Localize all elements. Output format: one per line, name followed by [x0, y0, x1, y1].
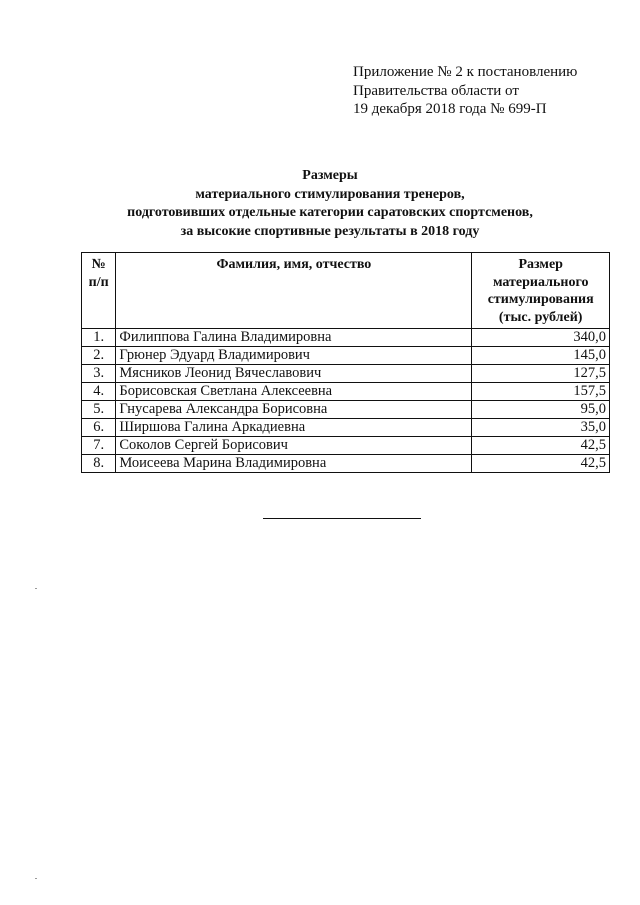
- appendix-line: 19 декабря 2018 года № 699-П: [353, 101, 547, 117]
- table-row: [82, 437, 610, 455]
- table-row: [82, 347, 610, 365]
- header-amount-line: материального: [492, 274, 589, 290]
- table-header-row: [82, 253, 610, 329]
- row-amount: 340,0: [472, 329, 610, 347]
- table-row: [82, 365, 610, 383]
- row-amount: 127,5: [472, 365, 610, 383]
- row-number: 3.: [82, 365, 116, 383]
- row-amount: 42,5: [472, 437, 610, 455]
- header-full-name: Фамилия, имя, отчество: [116, 253, 472, 329]
- row-number: 7.: [82, 437, 116, 455]
- table-row: [82, 383, 610, 401]
- appendix-line: Приложение № 2 к постановлению: [353, 64, 578, 80]
- row-number: 5.: [82, 401, 116, 419]
- row-name: Филиппова Галина Владимировна: [116, 329, 472, 347]
- row-name: Соколов Сергей Борисович: [116, 437, 472, 455]
- row-amount: 95,0: [472, 401, 610, 419]
- row-number: 1.: [82, 329, 116, 347]
- appendix-note: [353, 63, 577, 119]
- row-amount: 145,0: [472, 347, 610, 365]
- row-number: 8.: [82, 455, 116, 473]
- row-number: 4.: [82, 383, 116, 401]
- row-name: Мясников Леонид Вячеславович: [116, 365, 472, 383]
- header-number-line: п/п: [88, 274, 109, 290]
- header-amount-line: (тыс. рублей): [498, 309, 583, 325]
- title-line: Размеры: [302, 168, 358, 183]
- title-line: за высокие спортивные результаты в 2018 году: [180, 223, 480, 239]
- table-row: [82, 419, 610, 437]
- row-number: 6.: [82, 419, 116, 437]
- table-row: [82, 329, 610, 347]
- awards-table: [81, 252, 610, 473]
- table-row: [82, 401, 610, 419]
- row-name: Моисеева Марина Владимировна: [116, 455, 472, 473]
- document-title: [80, 167, 580, 241]
- row-name: Грюнер Эдуард Владимирович: [116, 347, 472, 365]
- header-number-line: №: [91, 257, 106, 272]
- scan-speck: [35, 878, 37, 879]
- header-amount-line: Размер: [518, 257, 563, 272]
- row-name: Борисовская Светлана Алексеевна: [116, 383, 472, 401]
- table-row: [82, 455, 610, 473]
- appendix-line: Правительства области от: [353, 82, 519, 99]
- header-amount-line: стимулирования: [487, 292, 594, 307]
- row-name: Ширшова Галина Аркадиевна: [116, 419, 472, 437]
- header-amount: [472, 253, 610, 329]
- title-line: подготовивших отдельные категории саратовских спортсменов,: [127, 205, 533, 220]
- row-number: 2.: [82, 347, 116, 365]
- row-amount: 157,5: [472, 383, 610, 401]
- scan-speck: [35, 588, 37, 589]
- header-number: [82, 253, 116, 329]
- title-line: материального стимулирования тренеров,: [195, 186, 465, 202]
- closing-divider: [263, 518, 421, 519]
- row-amount: 42,5: [472, 455, 610, 473]
- row-name: Гнусарева Александра Борисовна: [116, 401, 472, 419]
- row-amount: 35,0: [472, 419, 610, 437]
